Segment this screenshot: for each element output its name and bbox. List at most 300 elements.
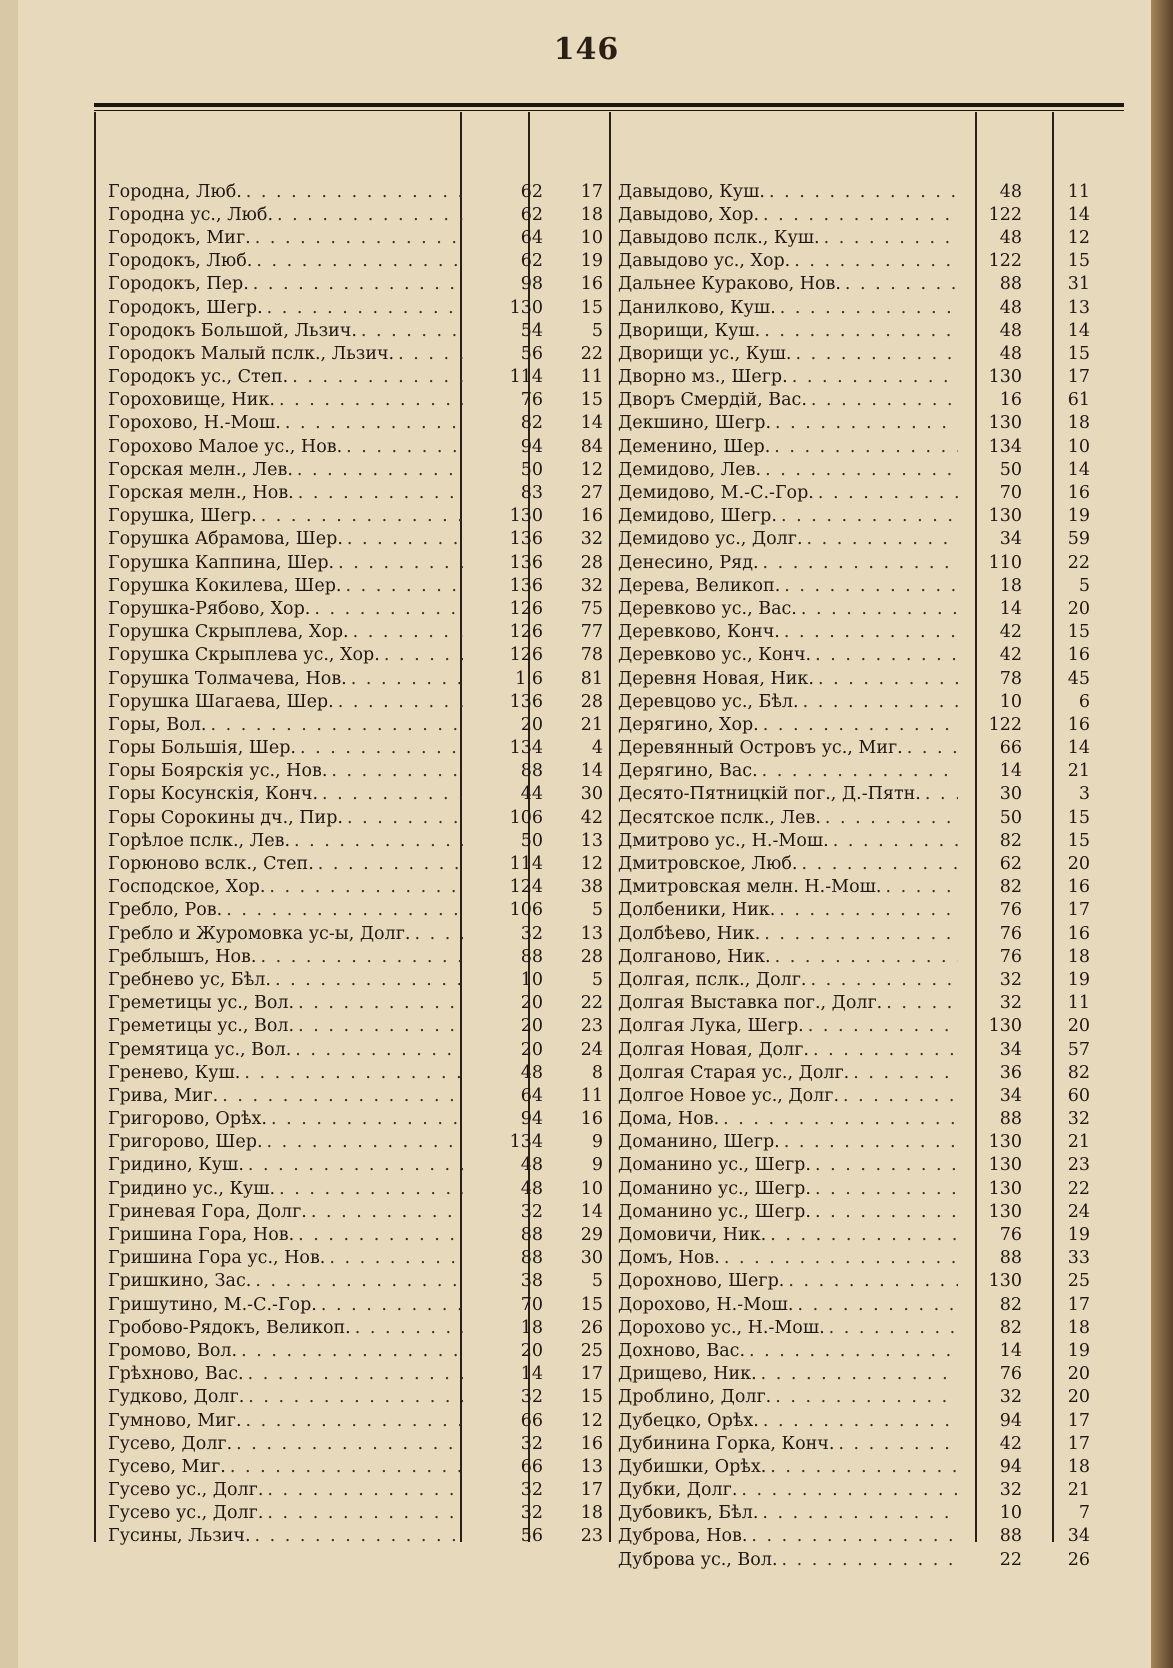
column-divider bbox=[94, 112, 96, 1542]
index-entry bbox=[618, 1455, 1090, 1478]
entry-item-number: 15 bbox=[1067, 622, 1090, 643]
index-entry bbox=[108, 1061, 603, 1084]
dot-leader bbox=[811, 1179, 958, 1199]
entry-name: Дворищи, Куш. bbox=[618, 320, 761, 341]
entry-item-number: 38 bbox=[580, 877, 603, 898]
entry-name: Доманино ус., Шегр. bbox=[618, 1178, 811, 1199]
dot-leader bbox=[244, 1155, 463, 1175]
index-entry bbox=[108, 551, 603, 574]
entry-map-number: 62 bbox=[999, 854, 1022, 875]
entry-map-number: 82 bbox=[999, 1294, 1022, 1315]
entry-map-number: 18 bbox=[520, 1317, 543, 1338]
entry-name: Городокъ ус., Степ. bbox=[108, 367, 289, 388]
entry-item-number: 23 bbox=[580, 1526, 603, 1547]
entry-map-number: 76 bbox=[999, 923, 1022, 944]
entry-name-cell bbox=[618, 669, 958, 689]
entry-name-cell bbox=[108, 1318, 463, 1338]
index-entry bbox=[108, 1177, 603, 1200]
dot-leader bbox=[293, 460, 463, 480]
entry-name-cell bbox=[618, 228, 958, 248]
index-entry bbox=[108, 412, 603, 435]
index-entry bbox=[108, 1084, 603, 1107]
index-entry bbox=[618, 922, 1090, 945]
entry-name: Давыдово, Хор. bbox=[618, 204, 760, 225]
entry-name: Горушка Шагаева, Шер. bbox=[108, 691, 334, 712]
entry-item-number: 20 bbox=[1067, 1364, 1090, 1385]
entry-name-cell bbox=[108, 1063, 463, 1083]
entry-name: Долганово, Ник. bbox=[618, 946, 771, 967]
entry-name-cell bbox=[108, 1179, 463, 1199]
index-entry bbox=[108, 783, 603, 806]
entry-name: Гребнево ус, Бѣл. bbox=[108, 969, 271, 990]
dot-leader bbox=[881, 877, 958, 897]
entry-map-number: 14 bbox=[520, 1364, 543, 1385]
entry-map-number: 14 bbox=[999, 598, 1022, 619]
dot-leader bbox=[275, 1179, 463, 1199]
entry-item-number: 33 bbox=[1067, 1248, 1090, 1269]
index-entry bbox=[108, 273, 603, 296]
dot-leader bbox=[294, 483, 463, 503]
dot-leader bbox=[288, 367, 463, 387]
entry-name-cell bbox=[618, 576, 958, 596]
entry-map-number: 136 bbox=[509, 529, 543, 550]
entry-name-cell bbox=[618, 877, 958, 897]
dot-leader bbox=[310, 599, 463, 619]
entry-map-number: 32 bbox=[520, 1201, 543, 1222]
entry-name-cell bbox=[108, 344, 463, 364]
entry-name: Горы Большія, Шер. bbox=[108, 738, 296, 759]
entry-name: Гробово-Рядокъ, Великоп. bbox=[108, 1317, 351, 1338]
entry-item-number: 60 bbox=[1067, 1085, 1090, 1106]
entry-map-number: 32 bbox=[520, 1480, 543, 1501]
entry-map-number: 76 bbox=[999, 946, 1022, 967]
index-entry bbox=[618, 667, 1090, 690]
entry-name-cell bbox=[618, 831, 958, 851]
entry-item-number: 21 bbox=[1067, 1480, 1090, 1501]
entry-item-number: 16 bbox=[1067, 645, 1090, 666]
dot-leader bbox=[759, 1411, 958, 1431]
entry-name: Давыдово, Куш. bbox=[618, 181, 765, 202]
index-entry bbox=[108, 945, 603, 968]
index-entry bbox=[108, 1386, 603, 1409]
entry-item-number: 18 bbox=[580, 1503, 603, 1524]
entry-name-cell bbox=[108, 437, 463, 457]
dot-leader bbox=[806, 970, 958, 990]
index-entry bbox=[108, 806, 603, 829]
entry-item-number: 11 bbox=[580, 367, 603, 388]
entry-item-number: 13 bbox=[580, 923, 603, 944]
entry-map-number: 22 bbox=[999, 1549, 1022, 1570]
entry-item-number: 11 bbox=[1067, 181, 1090, 202]
dot-leader bbox=[294, 993, 463, 1013]
entry-name-cell bbox=[618, 622, 958, 642]
dot-leader bbox=[803, 529, 958, 549]
dot-leader bbox=[780, 1132, 958, 1152]
index-entry bbox=[108, 528, 603, 551]
entry-name: Дубовикъ, Бѣл. bbox=[618, 1503, 759, 1524]
dot-leader bbox=[821, 808, 958, 828]
dot-leader bbox=[841, 274, 958, 294]
entry-map-number: 48 bbox=[999, 343, 1022, 364]
entry-item-number: 15 bbox=[1067, 251, 1090, 272]
entry-map-number: 114 bbox=[509, 367, 543, 388]
entry-map-number: 50 bbox=[999, 459, 1022, 480]
entry-item-number: 22 bbox=[1067, 1178, 1090, 1199]
entry-name-cell bbox=[618, 367, 958, 387]
entry-map-number: 20 bbox=[520, 1340, 543, 1361]
dot-leader bbox=[719, 1109, 958, 1129]
index-entry bbox=[108, 1502, 603, 1525]
entry-item-number: 16 bbox=[580, 506, 603, 527]
index-entry bbox=[618, 203, 1090, 226]
entry-name: Дерягино, Хор. bbox=[618, 714, 759, 735]
entry-item-number: 10 bbox=[580, 227, 603, 248]
entry-name-cell bbox=[108, 1480, 463, 1500]
entry-item-number: 17 bbox=[1067, 367, 1090, 388]
entry-item-number: 21 bbox=[1067, 1132, 1090, 1153]
entry-name: Греметицы ус., Вол. bbox=[108, 1016, 295, 1037]
entry-name-cell bbox=[108, 251, 463, 271]
index-entry bbox=[618, 574, 1090, 597]
entry-name: Демидово, Шегр. bbox=[618, 506, 777, 527]
dot-leader bbox=[244, 1387, 463, 1407]
entry-map-number: 48 bbox=[520, 1062, 543, 1083]
dot-leader bbox=[307, 1202, 463, 1222]
entry-map-number: 88 bbox=[999, 1109, 1022, 1130]
index-entry bbox=[108, 690, 603, 713]
entry-map-number: 62 bbox=[520, 204, 543, 225]
entry-map-number: 14 bbox=[999, 761, 1022, 782]
index-entry bbox=[618, 1247, 1090, 1270]
index-entry bbox=[618, 528, 1090, 551]
index-entry bbox=[108, 1131, 603, 1154]
dot-leader bbox=[737, 1480, 958, 1500]
entry-map-number: 66 bbox=[520, 1410, 543, 1431]
entry-item-number: 28 bbox=[580, 946, 603, 967]
dot-leader bbox=[218, 1086, 463, 1106]
index-entry bbox=[108, 1223, 603, 1246]
entry-name-cell bbox=[618, 1271, 958, 1291]
entry-name: Десятское пслк., Лев. bbox=[618, 807, 821, 828]
entry-item-number: 31 bbox=[1067, 274, 1090, 295]
dot-leader bbox=[766, 1225, 958, 1245]
entry-map-number: 76 bbox=[999, 900, 1022, 921]
entry-name-cell bbox=[618, 1550, 958, 1570]
entry-item-number: 19 bbox=[1067, 506, 1090, 527]
entry-name: Долгая Лука, Шегр. bbox=[618, 1016, 804, 1037]
dot-leader bbox=[263, 1503, 463, 1523]
dot-leader bbox=[839, 1086, 958, 1106]
dot-leader bbox=[776, 298, 958, 318]
entry-item-number: 18 bbox=[1067, 1317, 1090, 1338]
entry-name: Горушка Каппина, Шер. bbox=[108, 552, 335, 573]
index-entry bbox=[618, 1015, 1090, 1038]
entry-item-number: 25 bbox=[580, 1340, 603, 1361]
entry-name-cell bbox=[108, 506, 463, 526]
entry-name-cell bbox=[108, 784, 463, 804]
dot-leader bbox=[771, 1387, 958, 1407]
entry-item-number: 16 bbox=[1067, 923, 1090, 944]
entry-item-number: 10 bbox=[1067, 436, 1090, 457]
index-entry bbox=[108, 1200, 603, 1223]
dot-leader bbox=[343, 529, 463, 549]
entry-map-number: 54 bbox=[520, 320, 543, 341]
entry-map-number: 126 bbox=[509, 645, 543, 666]
index-entry bbox=[618, 505, 1090, 528]
entry-map-number: 94 bbox=[999, 1410, 1022, 1431]
entry-name-cell bbox=[108, 1248, 463, 1268]
entry-map-number: 42 bbox=[999, 645, 1022, 666]
entry-map-number: 130 bbox=[988, 1016, 1022, 1037]
entry-name: Гусины, Льзич. bbox=[108, 1526, 251, 1547]
entry-name-cell bbox=[108, 738, 463, 758]
entry-name-cell bbox=[108, 205, 463, 225]
entry-name: Дубишки, Орѣх. bbox=[618, 1456, 767, 1477]
entry-name: Долгая Новая, Долг. bbox=[618, 1039, 809, 1060]
entry-name-cell bbox=[618, 924, 958, 944]
header-rule bbox=[94, 103, 1124, 107]
index-entry bbox=[108, 226, 603, 249]
entry-item-number: 17 bbox=[580, 1480, 603, 1501]
entry-item-number: 12 bbox=[1067, 227, 1090, 248]
dot-leader bbox=[249, 274, 463, 294]
index-entry bbox=[618, 597, 1090, 620]
entry-name: Гришкино, Зас. bbox=[108, 1271, 252, 1292]
entry-name-cell bbox=[618, 182, 958, 202]
index-entry bbox=[108, 1479, 603, 1502]
entry-item-number: 28 bbox=[580, 691, 603, 712]
entry-name-cell bbox=[618, 1202, 958, 1222]
entry-map-number: 48 bbox=[520, 1178, 543, 1199]
entry-name-cell bbox=[108, 761, 463, 781]
dot-leader bbox=[799, 692, 958, 712]
index-entry bbox=[618, 1339, 1090, 1362]
entry-name-cell bbox=[108, 1526, 463, 1546]
entry-name-cell bbox=[108, 274, 463, 294]
entry-name: Горушка Скрыплева ус., Хор. bbox=[108, 645, 380, 666]
entry-map-number: 134 bbox=[509, 1132, 543, 1153]
index-entry bbox=[108, 968, 603, 991]
entry-name-cell bbox=[618, 483, 958, 503]
index-entry bbox=[108, 992, 603, 1015]
entry-name-cell bbox=[618, 970, 958, 990]
entry-name: Долгая Старая ус., Долг. bbox=[618, 1062, 850, 1083]
entry-name-cell bbox=[618, 808, 958, 828]
index-entry bbox=[108, 458, 603, 481]
entry-name: Гридино ус., Куш. bbox=[108, 1178, 276, 1199]
entry-name-cell bbox=[108, 622, 463, 642]
dot-leader bbox=[325, 1248, 463, 1268]
entry-item-number: 12 bbox=[580, 854, 603, 875]
entry-name-cell bbox=[108, 1271, 463, 1291]
entry-map-number: 42 bbox=[999, 622, 1022, 643]
dot-leader bbox=[780, 622, 958, 642]
index-entry bbox=[108, 1015, 603, 1038]
entry-name-cell bbox=[618, 437, 958, 457]
entry-map-number: 48 bbox=[999, 227, 1022, 248]
index-entry bbox=[618, 690, 1090, 713]
index-entry bbox=[618, 1502, 1090, 1525]
entry-name-cell bbox=[108, 576, 463, 596]
entry-name: Городокъ Малый пслк., Льзич. bbox=[108, 343, 395, 364]
entry-name-cell bbox=[618, 1364, 958, 1384]
dot-leader bbox=[778, 1550, 958, 1570]
entry-name-cell bbox=[108, 924, 463, 944]
dot-leader bbox=[777, 506, 958, 526]
entry-item-number: 22 bbox=[580, 343, 603, 364]
index-entry bbox=[108, 644, 603, 667]
entry-name: Деревково, Конч. bbox=[618, 622, 780, 643]
entry-item-number: 15 bbox=[1067, 807, 1090, 828]
index-entry bbox=[108, 296, 603, 319]
entry-map-number: 32 bbox=[999, 1387, 1022, 1408]
entry-name: Горушка Абрамова, Шер. bbox=[108, 529, 343, 550]
entry-name-cell bbox=[618, 1480, 958, 1500]
dot-leader bbox=[882, 993, 958, 1013]
entry-item-number: 14 bbox=[580, 413, 603, 434]
index-entry bbox=[108, 1316, 603, 1339]
index-entry bbox=[618, 342, 1090, 365]
dot-leader bbox=[784, 1271, 958, 1291]
entry-item-number: 26 bbox=[580, 1317, 603, 1338]
index-entry bbox=[618, 435, 1090, 458]
entry-name-cell bbox=[108, 1457, 463, 1477]
entry-item-number: 16 bbox=[580, 1433, 603, 1454]
dot-leader bbox=[797, 854, 958, 874]
entry-map-number: 50 bbox=[520, 459, 543, 480]
index-entry bbox=[618, 621, 1090, 644]
index-entry bbox=[108, 1247, 603, 1270]
entry-item-number: 32 bbox=[580, 529, 603, 550]
entry-map-number: 82 bbox=[999, 877, 1022, 898]
entry-name-cell bbox=[618, 1503, 958, 1523]
dot-leader bbox=[790, 251, 958, 271]
entry-item-number: 13 bbox=[580, 830, 603, 851]
entry-map-number: 50 bbox=[520, 830, 543, 851]
entry-map-number: 20 bbox=[520, 1039, 543, 1060]
dot-leader bbox=[342, 437, 463, 457]
entry-name-cell bbox=[108, 1202, 463, 1222]
entry-item-number: 32 bbox=[580, 575, 603, 596]
dot-leader bbox=[380, 645, 463, 665]
entry-item-number: 16 bbox=[1067, 877, 1090, 898]
dot-leader bbox=[759, 205, 958, 225]
entry-name: Дохново, Вас. bbox=[618, 1340, 746, 1361]
entry-name: Городокъ, Люб. bbox=[108, 251, 253, 272]
book-spine-edge bbox=[1151, 0, 1173, 1668]
index-entry bbox=[618, 458, 1090, 481]
entry-name: Грѣхново, Вас. bbox=[108, 1364, 244, 1385]
entry-name-cell bbox=[108, 1040, 463, 1060]
dot-leader bbox=[758, 761, 958, 781]
entry-name-cell bbox=[618, 460, 958, 480]
dot-leader bbox=[273, 205, 463, 225]
dot-leader bbox=[758, 1503, 958, 1523]
index-entry bbox=[618, 968, 1090, 991]
entry-item-number: 17 bbox=[1067, 1433, 1090, 1454]
dot-leader bbox=[318, 784, 463, 804]
dot-leader bbox=[788, 367, 958, 387]
dot-leader bbox=[921, 784, 958, 804]
entry-name: Декшино, Шегр. bbox=[618, 413, 772, 434]
entry-name: Горушка Кокилева, Шер. bbox=[108, 575, 342, 596]
index-entry bbox=[618, 1386, 1090, 1409]
entry-item-number: 57 bbox=[1067, 1039, 1090, 1060]
dot-leader bbox=[770, 437, 958, 457]
entry-name: Долбѣево, Ник. bbox=[618, 923, 761, 944]
index-entry bbox=[108, 203, 603, 226]
entry-name: Домовичи, Ник. bbox=[618, 1225, 767, 1246]
entry-map-number: 88 bbox=[520, 1248, 543, 1269]
index-entry bbox=[618, 1131, 1090, 1154]
entry-item-number: 45 bbox=[1067, 668, 1090, 689]
entry-name-cell bbox=[618, 1457, 958, 1477]
entry-map-number: 136 bbox=[509, 575, 543, 596]
index-entry bbox=[108, 760, 603, 783]
index-entry bbox=[618, 481, 1090, 504]
index-entry bbox=[108, 876, 603, 899]
index-entry bbox=[108, 922, 603, 945]
entry-item-number: 12 bbox=[580, 459, 603, 480]
dot-leader bbox=[811, 645, 958, 665]
entry-item-number: 42 bbox=[580, 807, 603, 828]
entry-map-number: 134 bbox=[988, 436, 1022, 457]
entry-map-number: 34 bbox=[999, 1085, 1022, 1106]
entry-name: Долгая Выставка пог., Долг. bbox=[618, 993, 883, 1014]
index-entry bbox=[618, 389, 1090, 412]
entry-name: Дорохово, Н.-Мош. bbox=[618, 1294, 794, 1315]
entry-map-number: 62 bbox=[520, 251, 543, 272]
index-entry bbox=[108, 1108, 603, 1131]
entry-item-number: 4 bbox=[591, 738, 603, 759]
index-entry bbox=[108, 899, 603, 922]
index-entry bbox=[618, 1223, 1090, 1246]
entry-name-cell bbox=[108, 483, 463, 503]
index-entry bbox=[618, 829, 1090, 852]
entry-name-cell bbox=[108, 645, 463, 665]
entry-map-number: 122 bbox=[988, 714, 1022, 735]
entry-name-cell bbox=[108, 1411, 463, 1431]
entry-name-cell bbox=[618, 1016, 958, 1036]
entry-map-number: 34 bbox=[999, 1039, 1022, 1060]
dot-leader bbox=[771, 947, 958, 967]
entry-name-cell bbox=[108, 1387, 463, 1407]
entry-name: Демидово ус., Долг. bbox=[618, 529, 803, 550]
index-entry bbox=[618, 273, 1090, 296]
entry-map-number: 122 bbox=[988, 204, 1022, 225]
dot-leader bbox=[349, 622, 463, 642]
index-entry bbox=[618, 760, 1090, 783]
entry-item-number: 27 bbox=[580, 483, 603, 504]
entry-name: Долгая, пслк., Долг. bbox=[618, 969, 807, 990]
dot-leader bbox=[244, 1364, 463, 1384]
page-number: 146 bbox=[553, 32, 620, 67]
entry-map-number: 1.6 bbox=[515, 668, 543, 689]
entry-map-number: 66 bbox=[520, 1456, 543, 1477]
entry-item-number: 28 bbox=[580, 552, 603, 573]
index-entry bbox=[618, 551, 1090, 574]
entry-name: Гренево, Куш. bbox=[108, 1062, 241, 1083]
entry-name: Дмитровское, Люб. bbox=[618, 854, 798, 875]
entry-map-number: 83 bbox=[520, 483, 543, 504]
index-entry bbox=[108, 319, 603, 342]
entry-name-cell bbox=[108, 1295, 463, 1315]
entry-map-number: 130 bbox=[509, 506, 543, 527]
entry-item-number: 5 bbox=[591, 1271, 603, 1292]
dot-leader bbox=[761, 460, 958, 480]
index-entry bbox=[108, 852, 603, 875]
entry-map-number: 62 bbox=[520, 181, 543, 202]
